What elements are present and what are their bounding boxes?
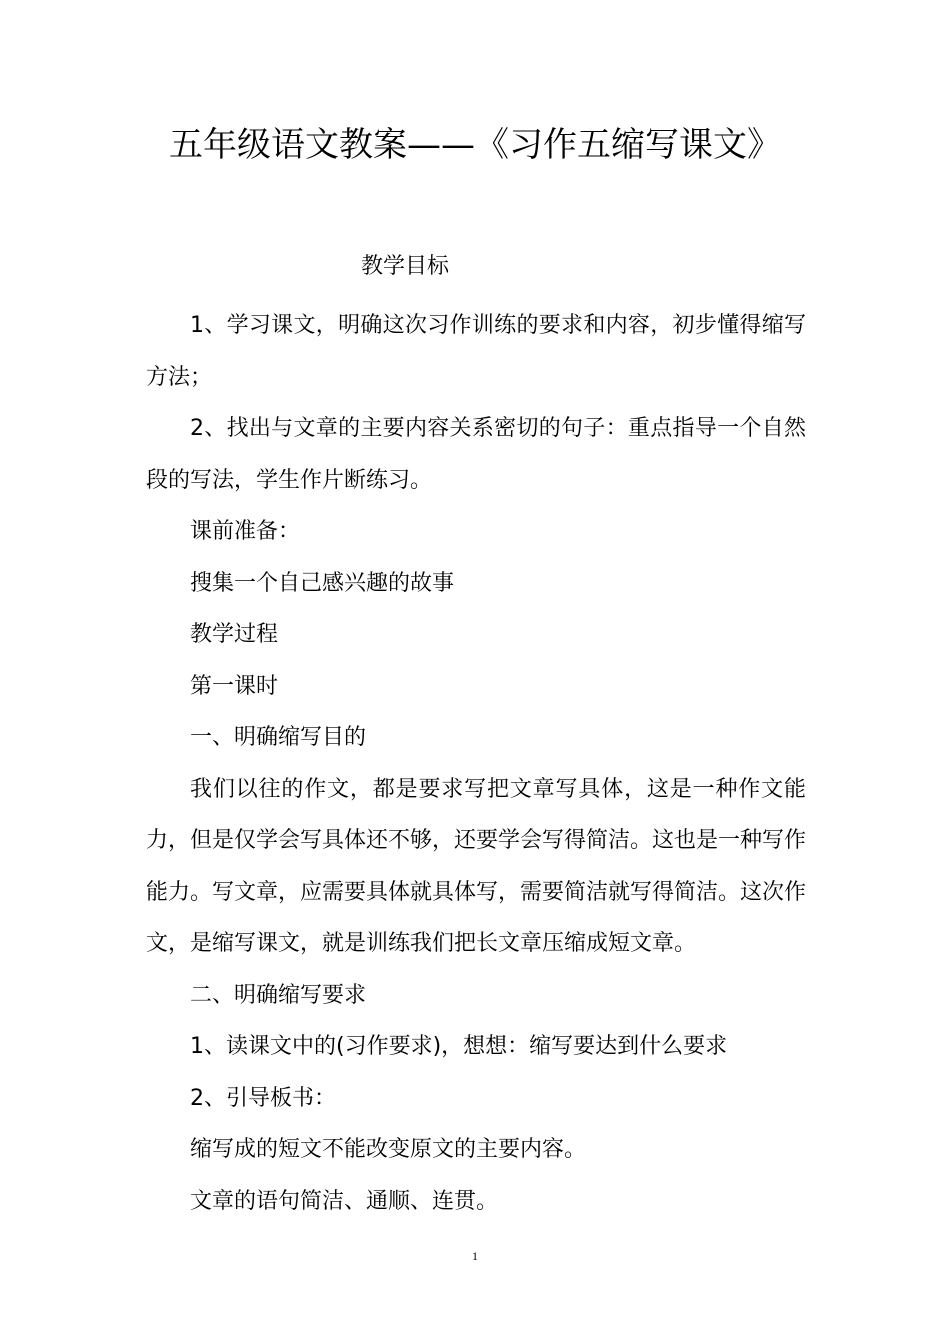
paragraph-first-lesson: 第一课时 [190,673,279,699]
paragraph-process-heading: 教学过程 [190,622,279,647]
paragraph-goal-2: 2、找出与文章的主要内容关系密切的句子：重点指导一个自然段的写法，学生作片断练习。 [146,416,806,493]
document-title: 五年级语文教案——《习作五缩写课文》 [169,125,781,165]
paragraph-step-1-body: 我们以往的作文，都是要求写把文章写具体，这是一种作文能力，但是仅学会写具体还不够，还要学会写得简洁。这也是一种写作能力。写文章，应需要具体就具体写，需要简洁就写得简洁。这次作文，是缩写课文，就是训练我们把长文章压缩成短文章。 [146,776,807,956]
paragraph-step-2-heading: 二、明确缩写要求 [190,982,367,1008]
paragraph-preparation-heading: 课前准备： [190,519,301,544]
paragraph-step-2-item-2: 2、引导板书： [190,1085,336,1111]
paragraph-step-2-item-1: 1、读课文中的(习作要求)，想想：缩写要达到什么要求 [190,1034,728,1059]
paragraph-board-line-2: 文章的语句简洁、通顺、连贯。 [190,1188,499,1214]
section-heading-teaching-goals: 教学目标 [360,254,449,279]
document-body [146,300,806,1227]
paragraph-goal-1: 1、学习课文，明确这次习作训练的要求和内容，初步懂得缩写方法； [146,313,806,390]
paragraph-board-line-1: 缩写成的短文不能改变原文的主要内容。 [190,1137,587,1162]
paragraph-step-1-heading: 一、明确缩写目的 [190,725,367,750]
paragraph-preparation: 搜集一个自己感兴趣的故事 [190,570,455,596]
page-number: 1 [472,1249,478,1263]
